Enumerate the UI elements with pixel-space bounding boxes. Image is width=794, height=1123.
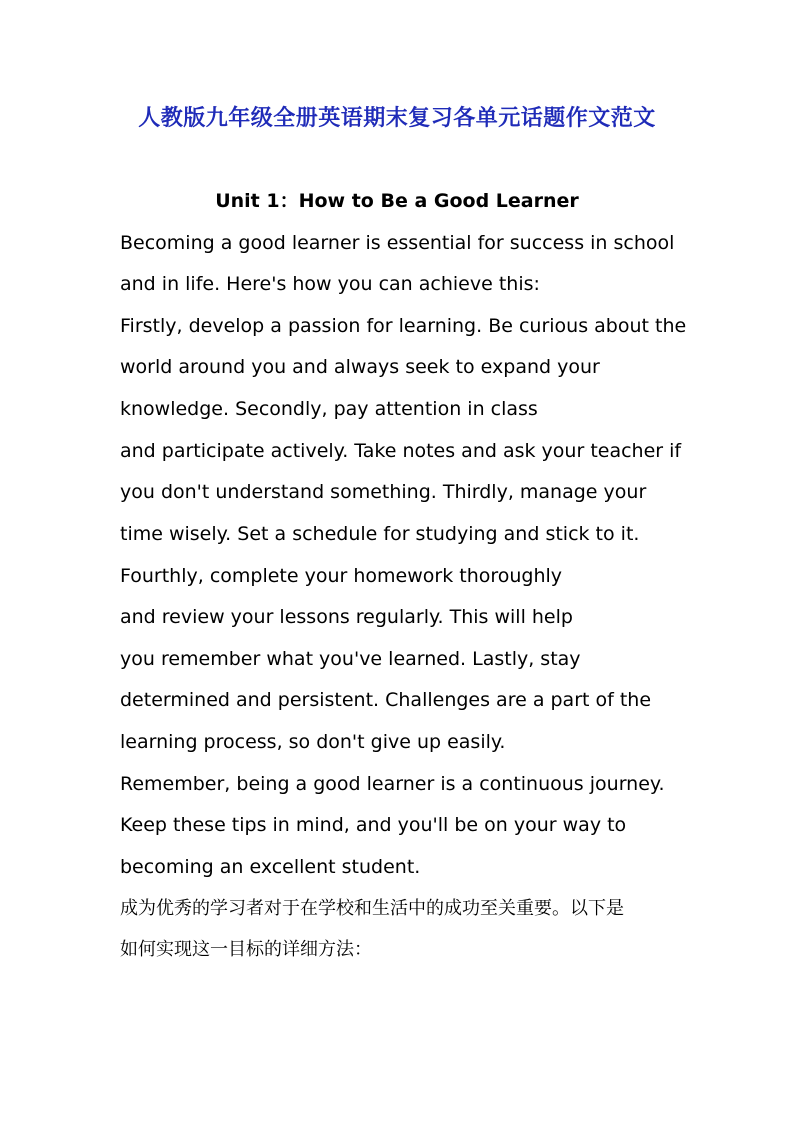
- body-line-chinese: 成为优秀的学习者对于在学校和生活中的成功至关重要。以下是: [120, 898, 624, 919]
- body-line: you don't understand something. Thirdly, manage your: [120, 481, 647, 503]
- body-line: and participate actively. Take notes and ask your teacher if: [120, 440, 682, 462]
- unit-heading: Unit 1：How to Be a Good Learner: [215, 190, 579, 212]
- body-line: knowledge. Secondly, pay attention in class: [120, 398, 538, 420]
- document-title: 人教版九年级全册英语期末复习各单元话题作文范文: [138, 106, 656, 131]
- body-line: and in life. Here's how you can achieve this:: [120, 273, 540, 295]
- body-line: Remember, being a good learner is a continuous journey.: [120, 773, 665, 795]
- body-line-chinese: 如何实现这一目标的详细方法：: [120, 939, 372, 960]
- body-line: Becoming a good learner is essential for success in school: [120, 232, 675, 254]
- body-line: becoming an excellent student.: [120, 856, 421, 878]
- body-line: Fourthly, complete your homework thoroughly: [120, 565, 563, 587]
- body-line: time wisely. Set a schedule for studying and stick to it.: [120, 523, 640, 545]
- body-line: you remember what you've learned. Lastly, stay: [120, 648, 581, 670]
- body-line: Firstly, develop a passion for learning. Be curious about the: [120, 315, 687, 337]
- body-line: Keep these tips in mind, and you'll be on your way to: [120, 814, 627, 836]
- body-line: learning process, so don't give up easily.: [120, 731, 506, 753]
- body-line: determined and persistent. Challenges are a part of the: [120, 689, 652, 711]
- body-line: and review your lessons regularly. This will help: [120, 606, 573, 628]
- body-line: world around you and always seek to expand your: [120, 356, 600, 378]
